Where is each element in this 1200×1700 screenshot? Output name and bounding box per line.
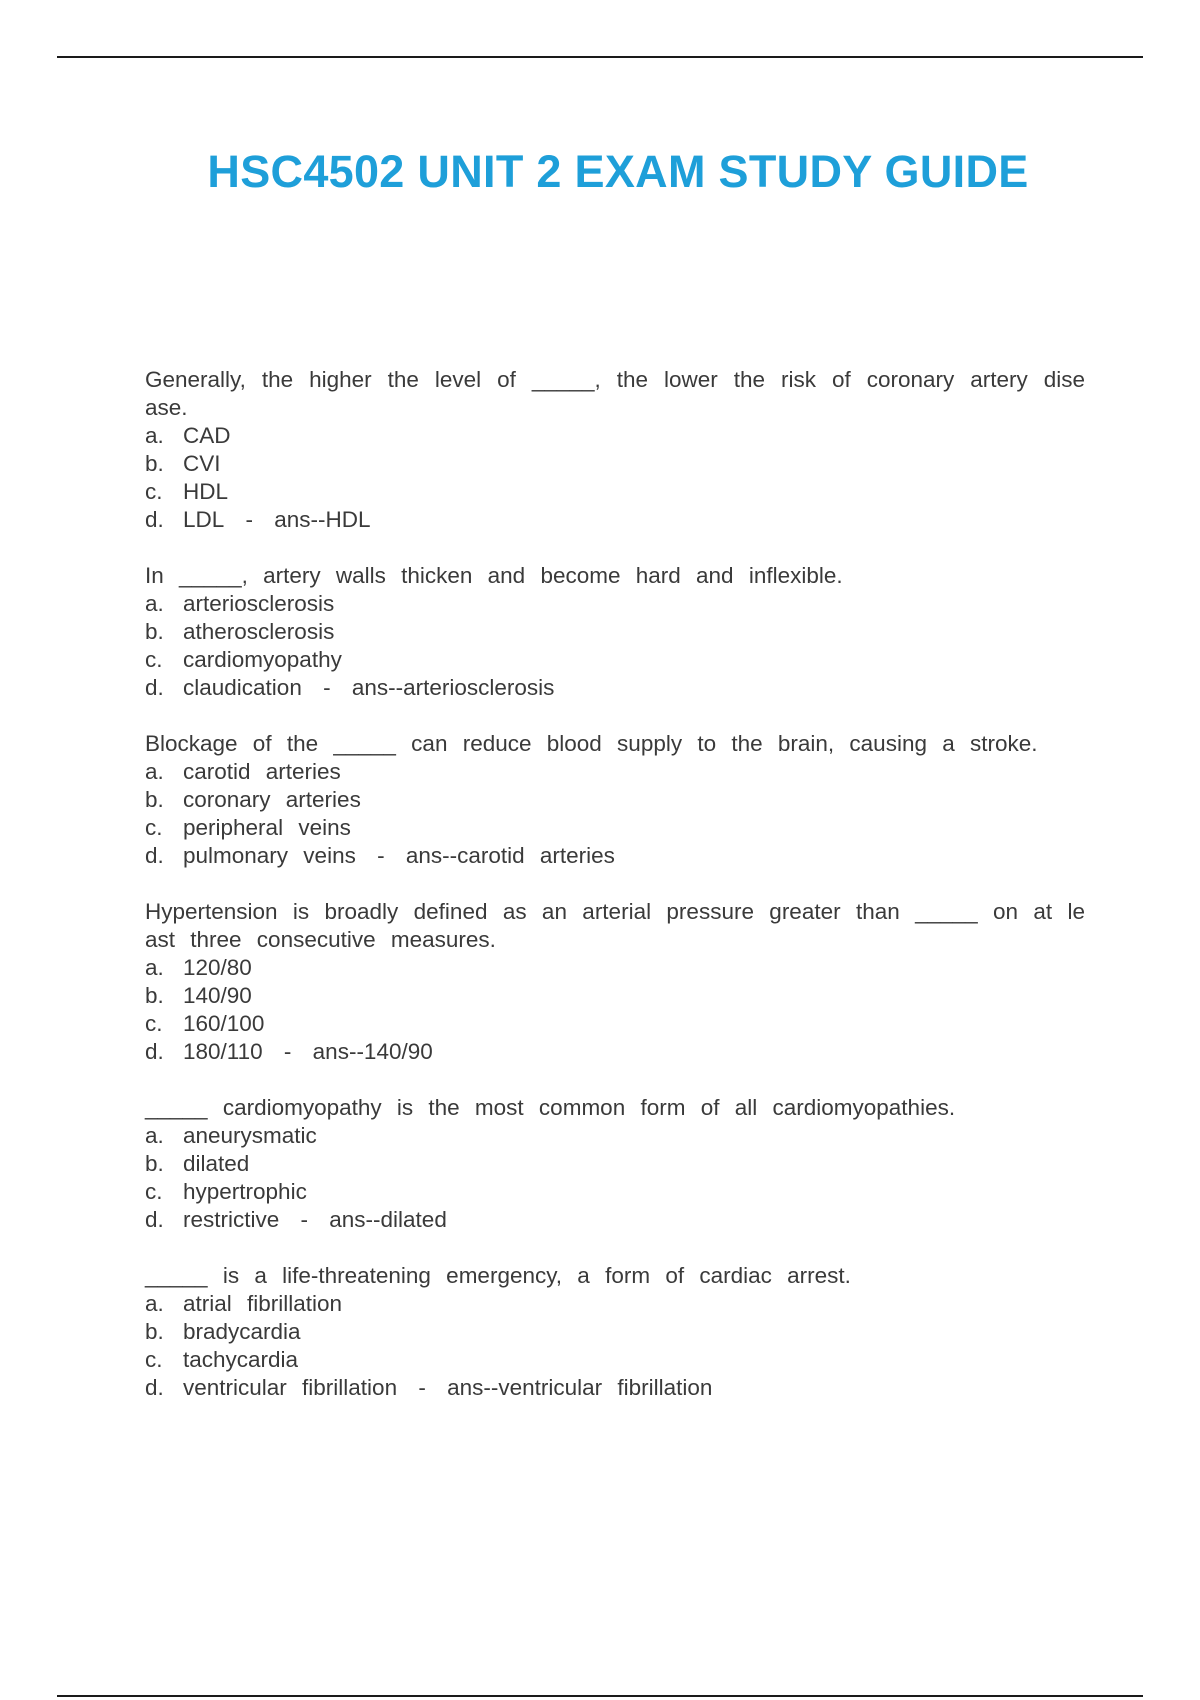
option-d (145, 1206, 1085, 1234)
option-letter: d. (145, 507, 164, 532)
option-text: CAD (183, 423, 231, 448)
option-text: claudication (183, 675, 302, 700)
option-c (145, 1178, 1085, 1206)
option-text: 120/80 (183, 955, 252, 980)
option-text: tachycardia (183, 1347, 299, 1372)
answer-separator: - (361, 843, 400, 868)
option-b (145, 618, 1085, 646)
question-text: Generally, the higher the level of _____, the lower the risk of coronary artery disease. (145, 367, 1085, 420)
option-d (145, 1038, 1085, 1066)
option-d (145, 506, 1085, 534)
option-text: carotid arteries (183, 759, 341, 784)
option-letter: d. (145, 1207, 164, 1232)
option-letter: b. (145, 1151, 164, 1176)
question-text: _____ is a life-threatening emergency, a form of cardiac arrest. (145, 1263, 851, 1288)
option-list (145, 1122, 1085, 1234)
question-3 (145, 730, 1085, 870)
answer-text: ans--arteriosclerosis (351, 675, 555, 700)
answer-text: ans--HDL (274, 507, 371, 532)
option-a (145, 1290, 1085, 1318)
option-letter: b. (145, 619, 164, 644)
option-letter: b. (145, 983, 164, 1008)
option-letter: d. (145, 843, 164, 868)
option-a (145, 590, 1085, 618)
option-text: dilated (183, 1151, 250, 1176)
option-b (145, 786, 1085, 814)
question-6 (145, 1262, 1085, 1402)
answer-separator: - (307, 675, 346, 700)
option-text: aneurysmatic (183, 1123, 317, 1148)
answer-text: ans--carotid arteries (405, 843, 615, 868)
option-text: 180/110 (183, 1039, 263, 1064)
option-letter: b. (145, 1319, 164, 1344)
option-letter: c. (145, 815, 163, 840)
top-rule (57, 56, 1143, 58)
option-b (145, 1150, 1085, 1178)
option-d (145, 1374, 1085, 1402)
question-4 (145, 898, 1085, 1066)
question-text: Hypertension is broadly defined as an arterial pressure greater than _____ on at least three consecutive measures. (145, 899, 1085, 952)
option-text: HDL (183, 479, 229, 504)
option-text: atrial fibrillation (183, 1291, 343, 1316)
option-text: 140/90 (183, 983, 252, 1008)
answer-separator: - (268, 1039, 307, 1064)
option-list (145, 1290, 1085, 1402)
option-b (145, 450, 1085, 478)
option-letter: c. (145, 479, 163, 504)
option-a (145, 954, 1085, 982)
option-text: arteriosclerosis (183, 591, 335, 616)
question-text: Blockage of the _____ can reduce blood supply to the brain, causing a stroke. (145, 731, 1038, 756)
option-list (145, 422, 1085, 534)
option-text: coronary arteries (183, 787, 361, 812)
option-c (145, 814, 1085, 842)
question-text: In _____, artery walls thicken and become hard and inflexible. (145, 563, 843, 588)
option-text: bradycardia (183, 1319, 301, 1344)
option-text: restrictive (183, 1207, 280, 1232)
option-letter: a. (145, 1291, 164, 1316)
option-list (145, 954, 1085, 1066)
option-letter: d. (145, 1375, 164, 1400)
option-list (145, 758, 1085, 870)
option-text: pulmonary veins (183, 843, 356, 868)
answer-text: ans--140/90 (312, 1039, 433, 1064)
answer-separator: - (230, 507, 269, 532)
option-text: 160/100 (183, 1011, 265, 1036)
answer-separator: - (285, 1207, 324, 1232)
option-letter: a. (145, 955, 164, 980)
question-text: _____ cardiomyopathy is the most common form of all cardiomyopathies. (145, 1095, 956, 1120)
option-b (145, 982, 1085, 1010)
answer-text: ans--ventricular fibrillation (447, 1375, 713, 1400)
option-c (145, 646, 1085, 674)
option-letter: d. (145, 675, 164, 700)
option-list (145, 590, 1085, 702)
option-text: atherosclerosis (183, 619, 335, 644)
question-1 (145, 366, 1085, 534)
option-letter: b. (145, 787, 164, 812)
option-text: peripheral veins (183, 815, 351, 840)
option-text: LDL (183, 507, 225, 532)
option-a (145, 1122, 1085, 1150)
option-letter: c. (145, 647, 163, 672)
bottom-rule (57, 1695, 1143, 1697)
question-5 (145, 1094, 1085, 1234)
answer-text: ans--dilated (329, 1207, 447, 1232)
option-letter: a. (145, 1123, 164, 1148)
option-letter: a. (145, 759, 164, 784)
option-letter: c. (145, 1179, 163, 1204)
question-2 (145, 562, 1085, 702)
option-a (145, 758, 1085, 786)
option-c (145, 478, 1085, 506)
option-text: ventricular fibrillation (183, 1375, 398, 1400)
option-c (145, 1346, 1085, 1374)
question-list (145, 366, 1085, 1430)
option-letter: b. (145, 451, 164, 476)
option-letter: c. (145, 1347, 163, 1372)
option-c (145, 1010, 1085, 1038)
option-d (145, 674, 1085, 702)
option-text: CVI (183, 451, 221, 476)
option-d (145, 842, 1085, 870)
option-letter: a. (145, 591, 164, 616)
option-letter: d. (145, 1039, 164, 1064)
page-title: HSC4502 UNIT 2 EXAM STUDY GUIDE (207, 146, 1029, 197)
option-b (145, 1318, 1085, 1346)
option-letter: c. (145, 1011, 163, 1036)
option-letter: a. (145, 423, 164, 448)
option-text: cardiomyopathy (183, 647, 342, 672)
option-a (145, 422, 1085, 450)
answer-separator: - (403, 1375, 442, 1400)
option-text: hypertrophic (183, 1179, 307, 1204)
